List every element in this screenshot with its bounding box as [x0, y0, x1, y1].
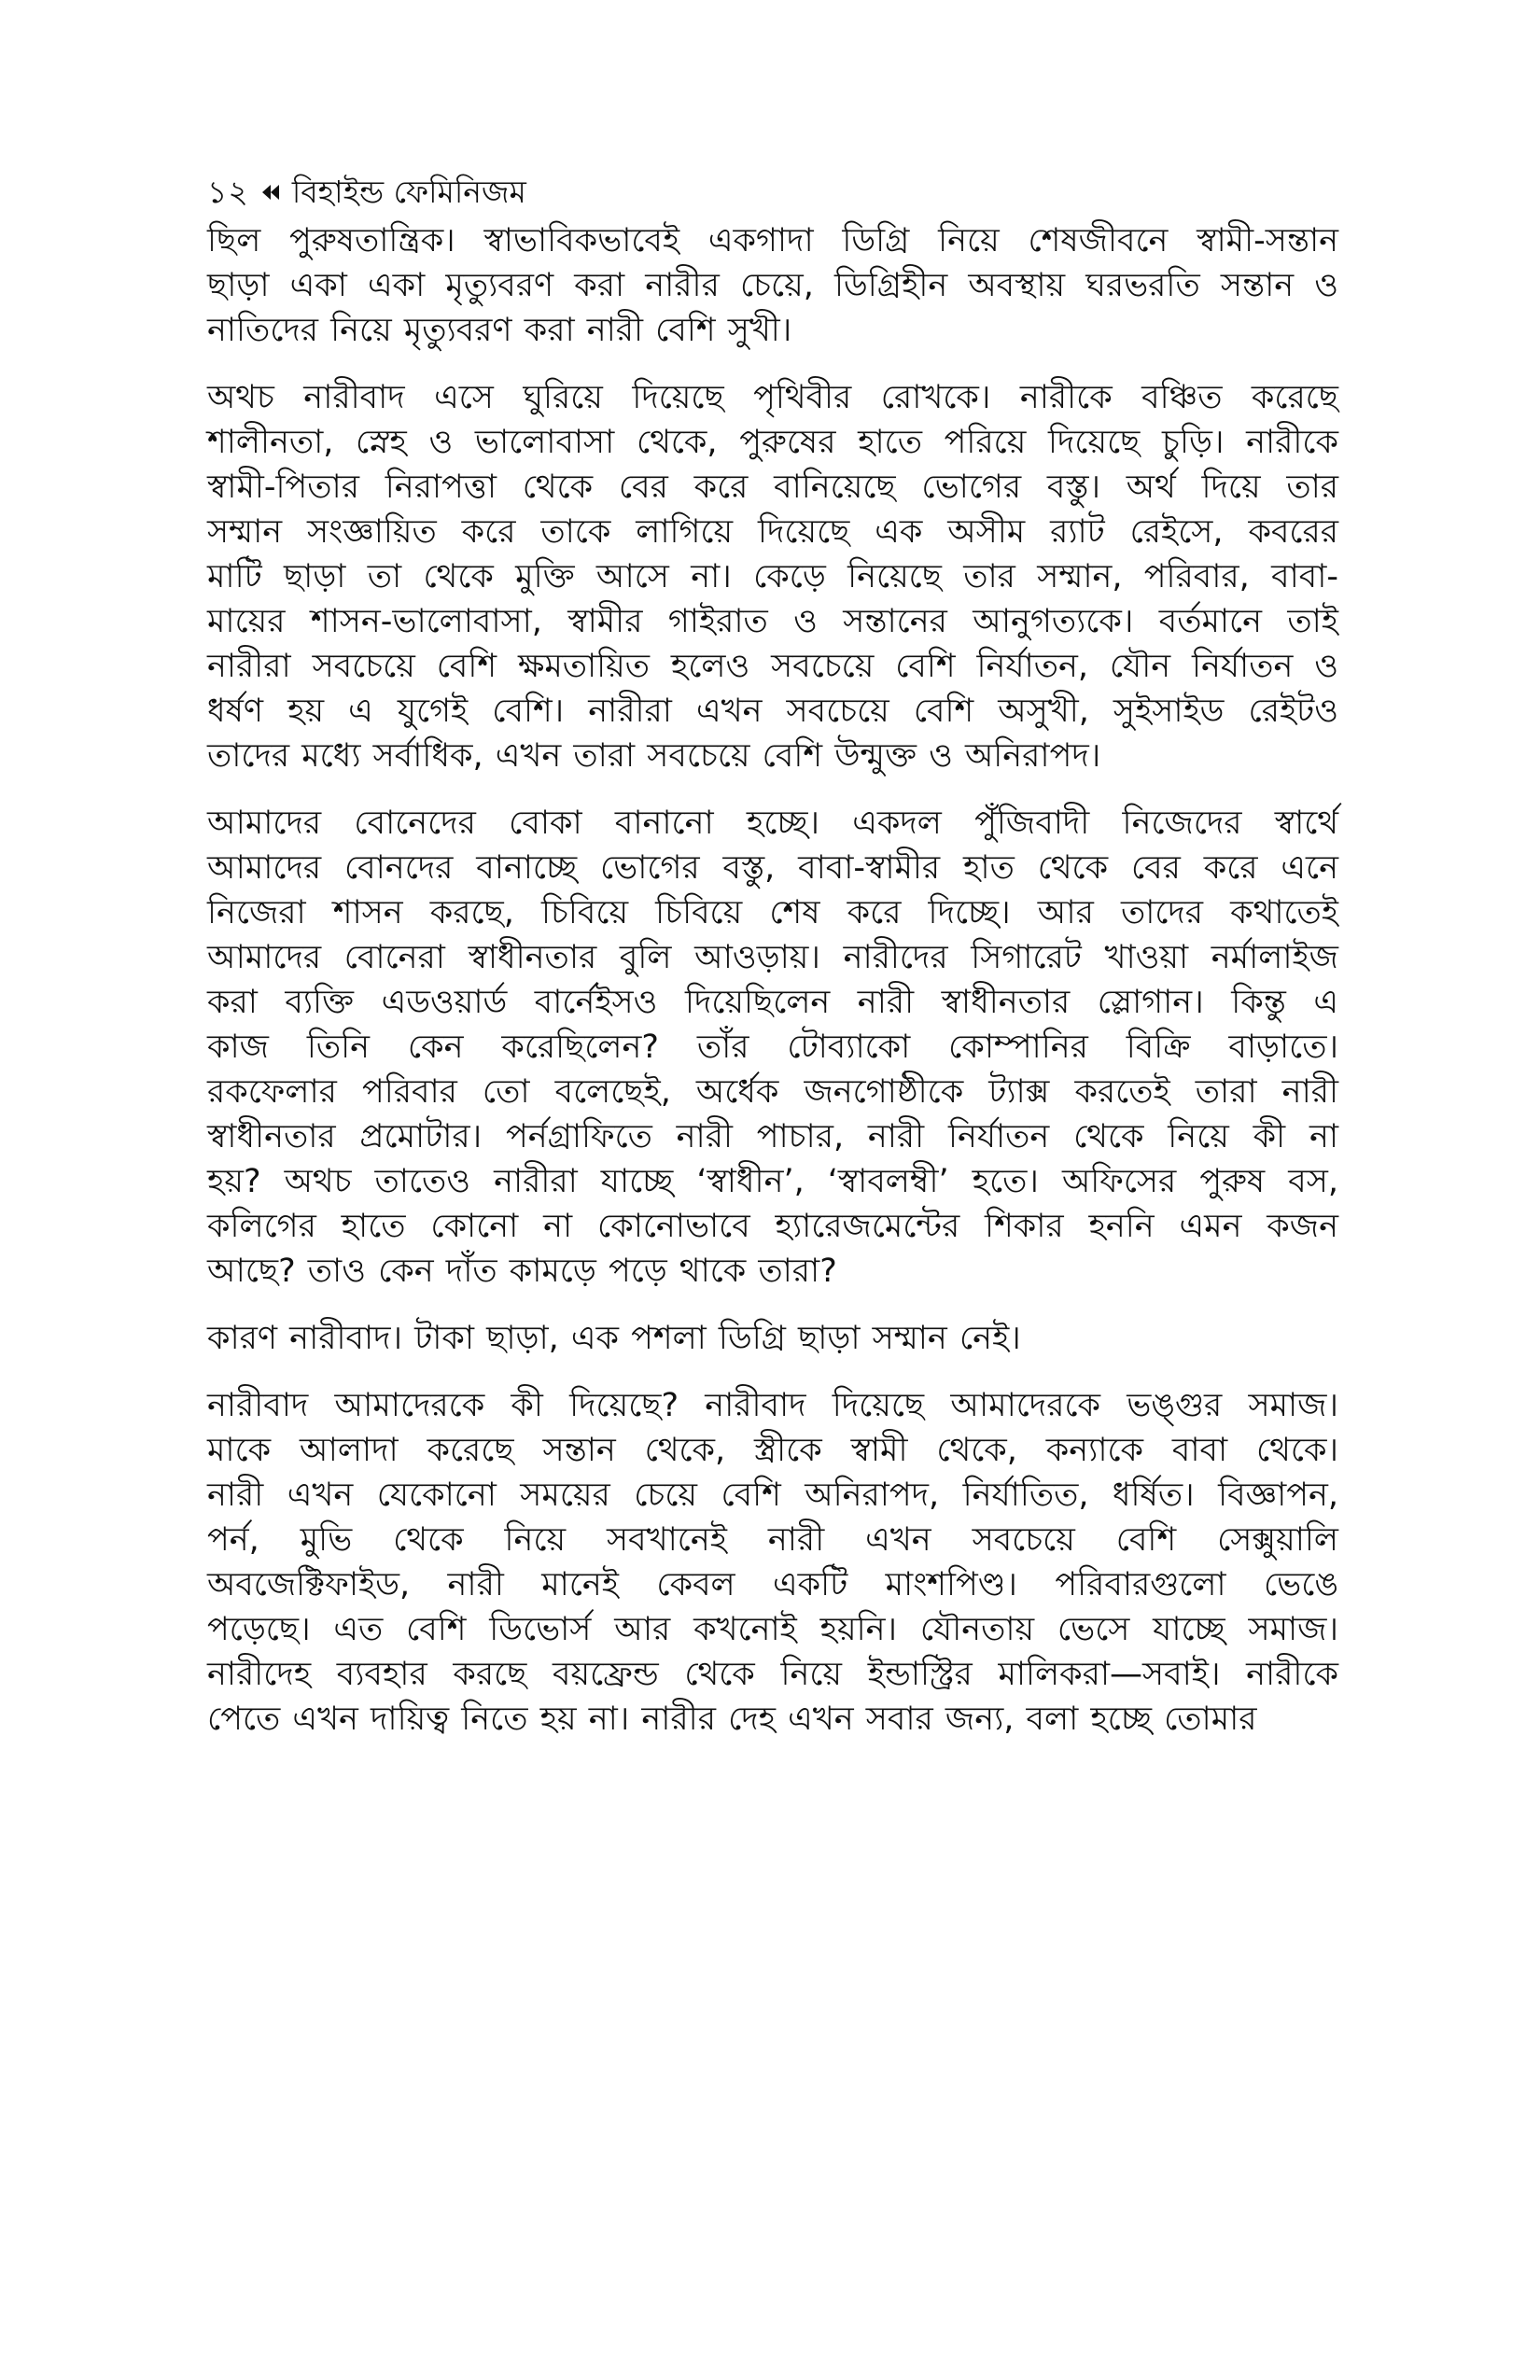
text-line: স্বামী-পিতার নিরাপত্তা থেকে বের করে বানিয়েছে ভোগের বস্তু। অর্থ দিয়ে তার [207, 469, 1338, 506]
text-line: করা ব্যক্তি এডওয়ার্ড বার্নেইসও দিয়েছিলেন নারী স্বাধীনতার স্লোগান। কিন্তু এ [207, 984, 1338, 1021]
paragraph [207, 375, 1338, 778]
text-line: কলিগের হাতে কোনো না কোনোভাবে হ্যারেজমেন্টের শিকার হননি এমন কজন [207, 1208, 1338, 1245]
text-line: কারণ নারীবাদ। টাকা ছাড়া, এক পশলা ডিগ্রি ছাড়া সম্মান নেই। [207, 1320, 1021, 1357]
text-line: রকফেলার পরিবার তো বলেছেই, অর্ধেক জনগোষ্ঠীকে ট্যাক্স করতেই তারা নারী [207, 1073, 1338, 1111]
text-line: সম্মান সংজ্ঞায়িত করে তাকে লাগিয়ে দিয়েছে এক অসীম র‍্যাট রেইসে, কবরের [207, 513, 1338, 551]
paragraph [207, 1383, 1338, 1742]
body-text [207, 218, 1338, 1742]
text-line: তাদের মধ্যে সর্বাধিক, এখন তারা সবচেয়ে বেশি উন্মুক্ত ও অনিরাপদ। [207, 737, 1101, 775]
text-line: ছাড়া একা একা মৃত্যুবরণ করা নারীর চেয়ে, ডিগ্রিহীন অবস্থায় ঘরভরতি সন্তান ও [207, 267, 1338, 304]
text-line: ছিল পুরুষতান্ত্রিক। স্বাভাবিকভাবেই একগাদা ডিগ্রি নিয়ে শেষজীবনে স্বামী-সন্তান [207, 222, 1338, 259]
double-chevron-left-icon [262, 185, 279, 200]
paragraph [207, 1316, 1338, 1361]
paragraph [207, 218, 1338, 353]
text-line: অথচ নারীবাদ এসে ঘুরিয়ে দিয়েছে পৃথিবীর রোখকে। নারীকে বঞ্চিত করেছে [207, 379, 1338, 416]
text-line: নাতিদের নিয়ে মৃত্যুবরণ করা নারী বেশি সুখী। [207, 312, 792, 349]
text-line: মাটি ছাড়া তা থেকে মুক্তি আসে না। কেড়ে নিয়েছে তার সম্মান, পরিবার, বাবা- [207, 558, 1338, 595]
book-page [207, 166, 1338, 1764]
text-line: নিজেরা শাসন করছে, চিবিয়ে চিবিয়ে শেষ করে দিচ্ছে। আর তাদের কথাতেই [207, 894, 1338, 931]
text-line: কাজ তিনি কেন করেছিলেন? তাঁর টোব্যাকো কোম্পানির বিক্রি বাড়াতে। [207, 1029, 1338, 1066]
paragraph [207, 801, 1338, 1294]
text-line: স্বাধীনতার প্রমোটার। পর্নগ্রাফিতে নারী পাচার, নারী নির্যাতন থেকে নিয়ে কী না [207, 1118, 1338, 1155]
text-line: আমাদের বোনেরা স্বাধীনতার বুলি আওড়ায়। নারীদের সিগারেট খাওয়া নর্মালাইজ [207, 939, 1338, 976]
text-line: নারী এখন যেকোনো সময়ের চেয়ে বেশি অনিরাপদ, নির্যাতিত, ধর্ষিত। বিজ্ঞাপন, [207, 1477, 1338, 1514]
text-line: ধর্ষণ হয় এ যুগেই বেশি। নারীরা এখন সবচেয়ে বেশি অসুখী, সুইসাইড রেইটও [207, 693, 1338, 730]
text-line: মায়ের শাসন-ভালোবাসা, স্বামীর গাইরাত ও সন্তানের আনুগত্যকে। বর্তমানে তাই [207, 603, 1338, 640]
text-line: নারীদেহ ব্যবহার করছে বয়ফ্রেন্ড থেকে নিয়ে ইন্ডাস্ট্রির মালিকরা—সবাই। নারীকে [207, 1656, 1338, 1693]
text-line: পড়েছে। এত বেশি ডিভোর্স আর কখনোই হয়নি। যৌনতায় ভেসে যাচ্ছে সমাজ। [207, 1611, 1338, 1648]
text-line: অবজেক্টিফাইড, নারী মানেই কেবল একটি মাংশপিণ্ড। পরিবারগুলো ভেঙে [207, 1566, 1338, 1603]
text-line: নারীরা সবচেয়ে বেশি ক্ষমতায়িত হলেও সবচেয়ে বেশি নির্যাতন, যৌন নির্যাতন ও [207, 648, 1338, 685]
running-head [207, 166, 1338, 218]
text-line: নারীবাদ আমাদেরকে কী দিয়েছে? নারীবাদ দিয়েছে আমাদেরকে ভঙ্গুর সমাজ। [207, 1387, 1338, 1424]
book-title: বিহাইন্ড ফেমিনিজম [291, 174, 526, 210]
text-line: আমাদের বোনদের বানাচ্ছে ভোগের বস্তু, বাবা-স্বামীর হাত থেকে বের করে এনে [207, 849, 1338, 887]
text-line: হয়? অথচ তাতেও নারীরা যাচ্ছে ‘স্বাধীন’, ‘স্বাবলম্বী’ হতে। অফিসের পুরুষ বস, [207, 1163, 1338, 1200]
text-line: শালীনতা, স্নেহ ও ভালোবাসা থেকে, পুরুষের হাতে পরিয়ে দিয়েছে চুড়ি। নারীকে [207, 424, 1338, 461]
text-line: মাকে আলাদা করেছে সন্তান থেকে, স্ত্রীকে স্বামী থেকে, কন্যাকে বাবা থেকে। [207, 1432, 1338, 1469]
page-number: ১২ [207, 174, 249, 210]
text-line: পেতে এখন দায়িত্ব নিতে হয় না। নারীর দেহ এখন সবার জন্য, বলা হচ্ছে তোমার [207, 1701, 1257, 1738]
text-line: আমাদের বোনেদের বোকা বানানো হচ্ছে। একদল পুঁজিবাদী নিজেদের স্বার্থে [207, 805, 1338, 842]
text-line: পর্ন, মুভি থেকে নিয়ে সবখানেই নারী এখন সবচেয়ে বেশি সেক্সুয়ালি [207, 1521, 1338, 1559]
text-line: আছে? তাও কেন দাঁত কামড়ে পড়ে থাকে তারা? [207, 1253, 837, 1290]
